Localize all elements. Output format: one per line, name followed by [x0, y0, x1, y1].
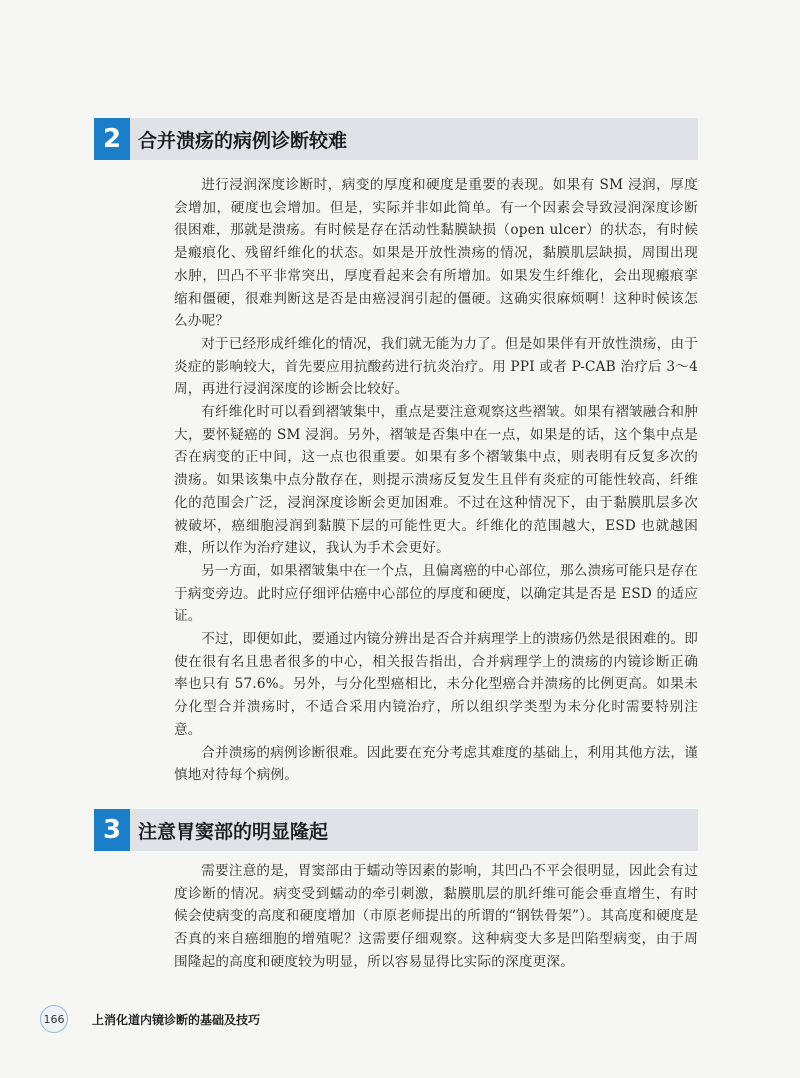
paragraph: 合并溃疡的病例诊断很难。因此要在充分考虑其难度的基础上，利用其他方法，谨慎地对待每个病例。	[174, 744, 698, 784]
section-2-body	[174, 174, 698, 787]
paragraph: 对于已经形成纤维化的情况，我们就无能为力了。但是如果伴有开放性溃疡，由于炎症的影响较大，首先要应用抗酸药进行抗炎治疗。用 PPI 或者 P-CAB 治疗后 3～4 周，再进行浸润深度的诊断会比较好。	[174, 335, 698, 398]
section-title: 合并溃疡的病例诊断较难	[138, 129, 348, 152]
section-number: 2	[94, 118, 130, 160]
page-number: 166	[40, 1005, 68, 1033]
section-title: 注意胃窦部的明显隆起	[138, 820, 329, 843]
paragraph: 需要注意的是，胃窦部由于蠕动等因素的影响，其凹凸不平会很明显，因此会有过度诊断的情况。病变受到蠕动的牵引刺激，黏膜肌层的肌纤维可能会垂直增生，有时候会使病变的高度和硬度增加（市原老师提出的所谓的“钢铁骨架”）。其高度和硬度是否真的来自癌细胞的增殖呢？这需要仔细观察。这种病变大多是凹陷型病变，由于周围隆起的高度和硬度较为明显，所以容易显得比实际的深度更深。	[174, 863, 698, 970]
page-footer	[40, 1005, 260, 1033]
paragraph: 另一方面，如果褶皱集中在一个点，且偏离癌的中心部位，那么溃疡可能只是存在于病变旁边。此时应仔细评估癌中心部位的厚度和硬度，以确定其是否是 ESD 的适应证。	[174, 562, 698, 625]
section-number: 3	[94, 809, 130, 851]
section-2-header	[94, 118, 698, 160]
section-3-body	[174, 860, 698, 974]
section-3-header	[94, 809, 698, 851]
paragraph: 进行浸润深度诊断时，病变的厚度和硬度是重要的表现。如果有 SM 浸润，厚度会增加，硬度也会增加。但是，实际并非如此简单。有一个因素会导致浸润深度诊断很困难，那就是溃疡。有时候是存在活动性黏膜缺损（open ulcer）的状态，有时候是瘢痕化、残留纤维化的状态。如果是开放性溃疡的情况，黏膜肌层缺损，周围出现水肿，凹凸不平非常突出，厚度看起来会有所增加。如果发生纤维化，会出现瘢痕挛缩和僵硬，很难判断这是否是由癌浸润引起的僵硬。这确实很麻烦啊！这种时候该怎么办呢？	[174, 177, 698, 330]
running-title: 上消化道内镜诊断的基础及技巧	[92, 1012, 261, 1027]
paragraph: 有纤维化时可以看到褶皱集中，重点是要注意观察这些褶皱。如果有褶皱融合和肿大，要怀疑癌的 SM 浸润。另外，褶皱是否集中在一点，如果是的话，这个集中点是否在病变的正中间，这一点也很重要。如果有多个褶皱集中点，则表明有反复多次的溃疡。如果该集中点分散存在，则提示溃疡反复发生且伴有炎症的可能性较高，纤维化的范围会广泛，浸润深度诊断会更加困难。不过在这种情况下，由于黏膜肌层多次被破坏，癌细胞浸润到黏膜下层的可能性更大。纤维化的范围越大，ESD 也就越困难，所以作为治疗建议，我认为手术会更好。	[174, 404, 698, 557]
paragraph: 不过，即便如此，要通过内镜分辨出是否合并病理学上的溃疡仍然是很困难的。即使在很有名且患者很多的中心，相关报告指出，合并病理学上的溃疡的内镜诊断正确率也只有 57.6%。另外，与分化型癌相比，未分化型癌合并溃疡的比例更高。如果未分化型合并溃疡时，不适合采用内镜治疗，所以组织学类型为未分化时需要特别注意。	[174, 631, 698, 738]
